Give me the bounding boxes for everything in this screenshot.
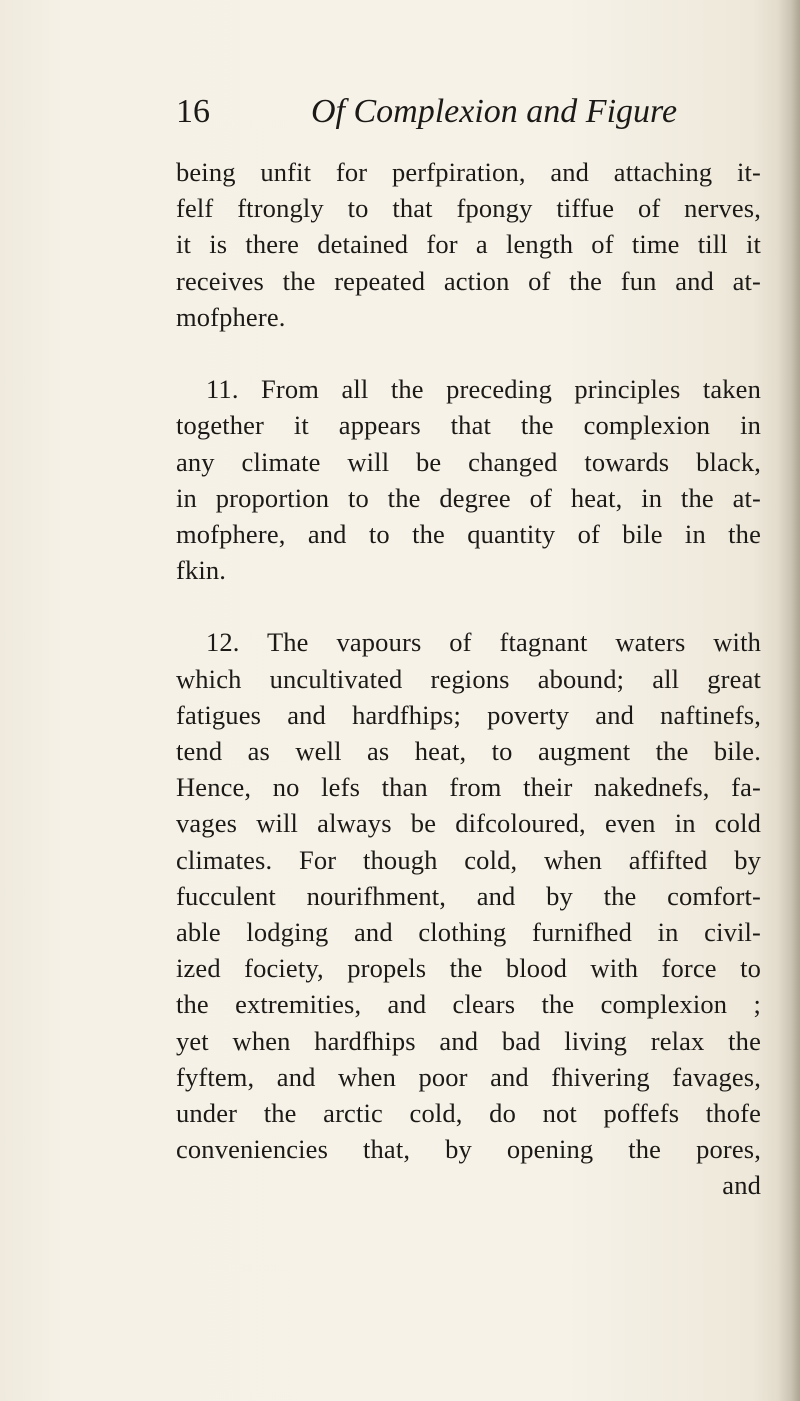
text-line: vages will always be difcoloured, even in cold [176, 808, 761, 839]
page-number: 16 [176, 93, 210, 130]
text-line: which uncultivated regions abound; all great [176, 663, 761, 694]
text-line: being unfit for perfpiration, and attaching it- [176, 157, 761, 187]
text-line: tend as well as heat, to augment the bile. [176, 736, 761, 766]
text-line: Hence, no lefs than from their nakednefs, fa- [176, 772, 761, 803]
text-line: the extremities, and clears the complexion ; [176, 989, 761, 1020]
text-line: 12. The vapours of ftagnant waters with [206, 627, 761, 658]
text-line: mofphere, and to the quantity of bile in the [176, 518, 761, 549]
body-text [176, 154, 761, 1203]
text-line: conveniencies that, by opening the pores, [176, 1134, 761, 1165]
page-edge-shadow [778, 0, 800, 1401]
running-head: Of Complexion and Figure [311, 93, 678, 130]
paragraph-gap [176, 588, 761, 624]
paragraph-gap [176, 335, 761, 371]
text-line: together it appears that the complexion in [176, 410, 761, 441]
text-line: ized fociety, propels the blood with force to [176, 953, 761, 984]
text-line: fatigues and hardfhips; poverty and naftinefs, [176, 699, 761, 730]
text-line: it is there detained for a length of time till it [176, 229, 761, 260]
text-line: under the arctic cold, do not poffefs thofe [176, 1097, 761, 1128]
text-line: any climate will be changed towards black, [176, 446, 761, 477]
text-line: climates. For though cold, when affifted by [176, 844, 761, 875]
text-line: felf ftrongly to that fpongy tiffue of nerves, [176, 193, 761, 224]
text-line: in proportion to the degree of heat, in the at- [176, 482, 761, 513]
text-line: fyftem, and when poor and fhivering favages, [176, 1061, 761, 1092]
text-line: yet when hardfhips and bad living relax the [176, 1025, 761, 1056]
text-line: fkin. [176, 555, 227, 586]
text-line: receives the repeated action of the fun and at- [176, 265, 761, 296]
text-line: mofphere. [176, 301, 286, 332]
catchword: and [722, 1170, 761, 1201]
text-line: fucculent nourifhment, and by the comfort- [176, 880, 761, 911]
text-line: 11. From all the preceding principles taken [206, 374, 761, 405]
text-line: able lodging and clothing furnifhed in civil- [176, 916, 761, 947]
page-header [176, 92, 696, 142]
